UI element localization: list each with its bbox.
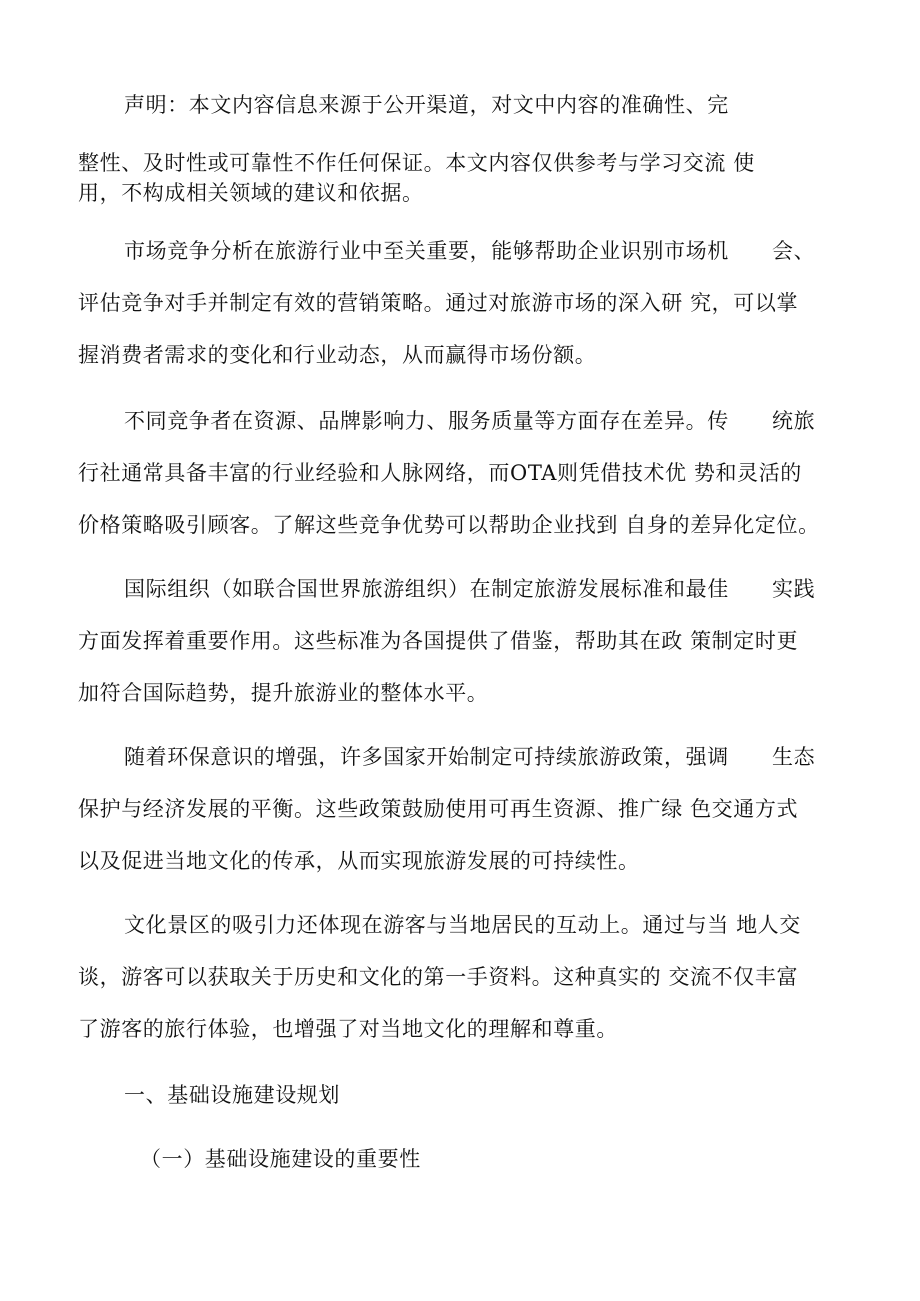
- paragraph-line: 加符合国际趋势，提升旅游业的整体水平。: [78, 681, 489, 705]
- paragraph-line: 评估竞争对手并制定有效的营销策略。通过对旅游市场的深入研 究，可以掌: [78, 291, 799, 315]
- paragraph-line: 以及促进当地文化的传承，从而实现旅游发展的可持续性。: [78, 849, 640, 873]
- paragraph-line: 了游客的旅行体验，也增强了对当地文化的理解和尊重。: [78, 1017, 618, 1041]
- paragraph-line: 市场竞争分析在旅游行业中至关重要，能够帮助企业识别市场机 会、: [124, 239, 816, 263]
- subsection-heading: （一）基础设施建设的重要性: [140, 1147, 421, 1171]
- section-heading: 一、基础设施建设规划: [124, 1083, 340, 1107]
- paragraph-line: 文化景区的吸引力还体现在游客与当地居民的互动上。通过与当 地人交: [124, 913, 801, 937]
- disclaimer-line-3: 用，不构成相关领域的建议和依据。: [78, 181, 424, 205]
- paragraph-line: 谈，游客可以获取关于历史和文化的第一手资料。这种真实的 交流不仅丰富: [78, 965, 799, 989]
- paragraph-line: 保护与经济发展的平衡。这些政策鼓励使用可再生资源、推广绿 色交通方式: [78, 797, 799, 821]
- disclaimer-line-1: 声明：本文内容信息来源于公开渠道，对文中内容的准确性、完: [124, 93, 729, 117]
- paragraph-line: 握消费者需求的变化和行业动态，从而赢得市场份额。: [78, 343, 597, 367]
- paragraph-line: 随着环保意识的增强，许多国家开始制定可持续旅游政策，强调 生态: [124, 745, 816, 769]
- paragraph-line: 不同竞争者在资源、品牌影响力、服务质量等方面存在差异。传 统旅: [124, 409, 816, 433]
- paragraph-line: 价格策略吸引顾客。了解这些竞争优势可以帮助企业找到 自身的差异化定位。: [78, 513, 820, 537]
- disclaimer-line-2: 整性、及时性或可靠性不作任何保证。本文内容仅供参考与学习交流 使: [78, 151, 755, 175]
- paragraph-line: 国际组织（如联合国世界旅游组织）在制定旅游发展标准和最佳 实践: [124, 577, 816, 601]
- paragraph-line: 方面发挥着重要作用。这些标准为各国提供了借鉴，帮助其在政 策制定时更: [78, 629, 799, 653]
- paragraph-line: 行社通常具备丰富的行业经验和人脉网络，而OTA则凭借技术优 势和灵活的: [78, 461, 802, 485]
